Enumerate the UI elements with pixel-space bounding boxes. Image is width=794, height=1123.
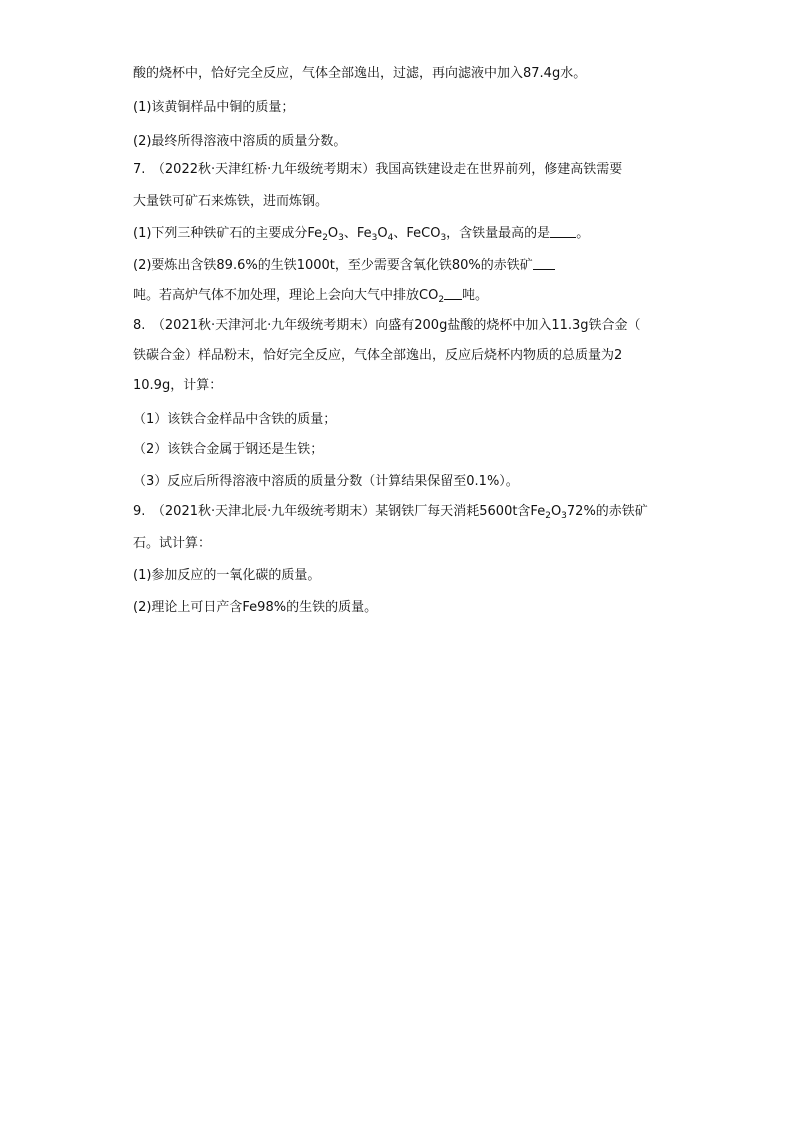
text-span: (2)要炼出含铁89.6%的生铁1000t，至少需要含氧化铁80%的赤铁矿: [133, 258, 533, 273]
text-span: 、Fe: [343, 226, 372, 241]
text-line: （3）反应后所得溶液中溶质的质量分数（计算结果保留至0.1%）。: [133, 474, 519, 489]
answer-blank[interactable]: [533, 257, 555, 270]
question-9-line: [133, 502, 673, 522]
subscript: 2: [438, 295, 445, 305]
subscript: 3: [338, 233, 344, 243]
text-line: 大量铁可矿石来炼铁，进而炼钢。: [133, 194, 329, 209]
text-line: （1）该铁合金样品中含铁的质量；: [133, 412, 337, 427]
text-span: ，含铁量最高的是: [446, 226, 551, 241]
subscript: 2: [322, 233, 328, 243]
text-span: 、FeCO: [393, 226, 441, 241]
subscript: 3: [440, 233, 447, 243]
text-line: （2）该铁合金属于钢还是生铁；: [133, 442, 324, 457]
question-7-part-2-cont: [133, 286, 673, 306]
text-span: O: [377, 226, 388, 241]
text-line: (1)参加反应的一氧化碳的质量。: [133, 568, 321, 583]
answer-blank[interactable]: [550, 225, 576, 238]
text-span: 。: [576, 226, 590, 241]
subscript: 4: [387, 233, 394, 243]
text-line: (1)该黄铜样品中铜的质量；: [133, 100, 295, 115]
text-span: O: [550, 504, 562, 519]
text-line: (2)理论上可日产含Fe98%的生铁的质量。: [133, 600, 378, 615]
subscript: 3: [561, 511, 567, 521]
text-line: (2)最终所得溶液中溶质的质量分数。: [133, 134, 347, 149]
text-span: 9. （2021秋·天津北辰·九年级统考期末）某钢铁厂每天消耗5600t含Fe: [133, 504, 546, 519]
text-line: 酸的烧杯中，恰好完全反应，气体全部逸出，过滤，再向滤液中加入87.4g水。: [133, 66, 587, 81]
text-span: (1)下列三种铁矿石的主要成分Fe: [133, 226, 323, 241]
text-line: 铁碳合金）样品粉末，恰好完全反应，气体全部逸出，反应后烧杯内物质的总质量为2: [133, 348, 623, 363]
subscript: 3: [371, 233, 378, 243]
text-span: 72%的赤铁矿: [566, 504, 648, 519]
text-span: O: [327, 226, 339, 241]
text-line: 10.9g，计算：: [133, 378, 223, 393]
question-7-part-2: [133, 256, 673, 276]
subscript: 2: [545, 511, 551, 521]
question-7-line: 7. （2022秋·天津红桥·九年级统考期末）我国高铁建设走在世界前列，修建高铁需要: [133, 162, 623, 177]
text-span: 吨。: [462, 288, 489, 303]
question-8-line: 8. （2021秋·天津河北·九年级统考期末）向盛有200g盐酸的烧杯中加入11.3g铁合金（: [133, 318, 641, 333]
answer-blank[interactable]: [444, 287, 462, 300]
text-span: 吨。若高炉气体不加处理，理论上会向大气中排放CO: [133, 288, 439, 303]
question-7-part-1: [133, 224, 673, 244]
text-line: 石。试计算：: [133, 536, 212, 551]
